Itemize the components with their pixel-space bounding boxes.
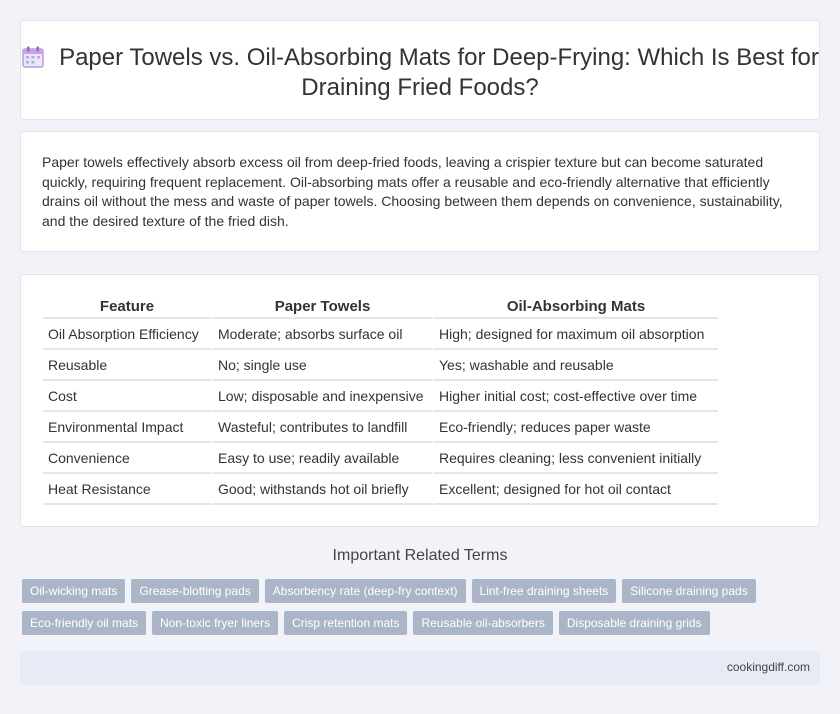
title-row [21,43,819,103]
comparison-table [43,295,718,505]
table-cell: Yes; washable and reusable [432,350,718,381]
table-row [43,443,718,474]
table-cell: Higher initial cost; cost-effective over time [432,381,718,412]
table-card [20,274,820,527]
table-cell: Moderate; absorbs surface oil [211,319,432,350]
table-cell: Good; withstands hot oil briefly [211,474,432,505]
table-cell: Oil Absorption Efficiency [43,319,211,350]
table-cell: Eco-friendly; reduces paper waste [432,412,718,443]
header-feature: Feature [43,295,211,319]
related-term-tag[interactable]: Non-toxic fryer liners [152,611,278,635]
footer [20,651,820,685]
table-cell: Excellent; designed for hot oil contact [432,474,718,505]
calendar-icon [21,45,45,69]
related-term-tag[interactable]: Absorbency rate (deep-fry context) [265,579,466,603]
page-title: Paper Towels vs. Oil-Absorbing Mats for Deep-Frying: Which Is Best for Draining Fried Foods? [59,44,819,101]
related-term-tag[interactable]: Disposable draining grids [559,611,710,635]
table-cell: Wasteful; contributes to landfill [211,412,432,443]
table-cell: Low; disposable and inexpensive [211,381,432,412]
summary-card [20,131,820,252]
related-term-tag[interactable]: Oil-wicking mats [22,579,125,603]
related-term-tag[interactable]: Silicone draining pads [622,579,755,603]
summary-paragraph: Paper towels effectively absorb excess oil from deep-fried foods, leaving a crispier texture but can become saturated quickly, requiring frequent replacement. Oil-absorbing mats offer a reusable and eco-friendly alternative that efficiently drains oil without the mess and waste of paper towels. Choosing between them depends on convenience, sustainability, and the desired texture of the fried dish. [42,154,783,229]
related-terms-heading: Important Related Terms [332,547,508,564]
title-card [20,20,820,120]
table-cell: Cost [43,381,211,412]
table-cell: Environmental Impact [43,412,211,443]
related-term-tag[interactable]: Reusable oil-absorbers [413,611,552,635]
table-cell: No; single use [211,350,432,381]
table-cell: Requires cleaning; less convenient initially [432,443,718,474]
related-term-tag[interactable]: Grease-blotting pads [131,579,258,603]
table-cell: High; designed for maximum oil absorption [432,319,718,350]
footer-site-link[interactable]: cookingdiff.com [726,660,810,674]
header-paper-towels: Paper Towels [211,295,432,319]
table-header-row [43,295,718,319]
table-cell: Heat Resistance [43,474,211,505]
related-term-tag[interactable]: Lint-free draining sheets [472,579,617,603]
related-terms-list [22,579,802,643]
related-term-tag[interactable]: Eco-friendly oil mats [22,611,146,635]
table-row [43,319,718,350]
table-row [43,350,718,381]
table-row [43,474,718,505]
table-row [43,381,718,412]
table-row [43,412,718,443]
header-oil-mats: Oil-Absorbing Mats [432,295,718,319]
related-term-tag[interactable]: Crisp retention mats [284,611,407,635]
table-cell: Convenience [43,443,211,474]
table-cell: Easy to use; readily available [211,443,432,474]
table-cell: Reusable [43,350,211,381]
